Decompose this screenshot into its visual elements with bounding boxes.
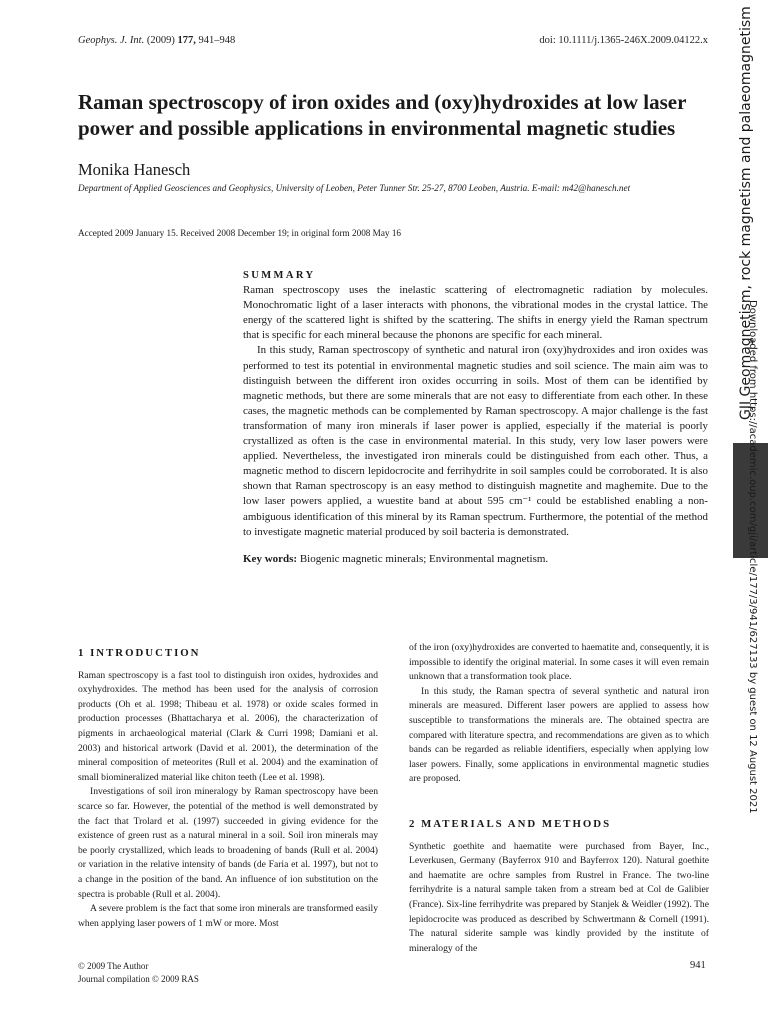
journal-pages: 941–948 xyxy=(198,35,236,46)
download-watermark-text: Downloaded from https://academic.oup.com/gji/article/177/3/941/627133 by guest on 12 August 2021 xyxy=(747,300,758,814)
page-number: 941 xyxy=(690,960,706,971)
keywords-text: Biogenic magnetic minerals; Environmental magnetism. xyxy=(299,552,549,565)
methods-paragraph-1: Synthetic goethite and haematite were purchased from Bayer, Inc., Leverkusen, Germany (Bayferrox 910 and Bayferrox 120). Natural goethite and haematite are ochre samples from Rustrel in France. The two-line ferrihydrite is a natural sample taken from a stream bed at Col de Galibier (France). Six-line ferrihydrite was prepared by Stanjek & Weidler (1992). The lepidocrocite was produced as described by Schwertmann & Cornell (1991). The natural siderite sample was kindly provided by the institute of mineralogy of the xyxy=(409,840,709,954)
methods-heading: 2 MATERIALS AND METHODS xyxy=(409,817,612,830)
intro-continuation-paragraph: of the iron (oxy)hydroxides are converted to haematite and, consequently, it is impossible to identify the original material. In some cases it will even remain unknown that a transformation took place. xyxy=(409,642,709,683)
running-header-citation xyxy=(78,35,235,46)
journal-name: Geophys. J. Int. xyxy=(78,35,145,46)
journal-compilation-line: Journal compilation © 2009 RAS xyxy=(78,974,199,984)
copyright-line: © 2009 The Author xyxy=(78,961,149,971)
summary-heading: SUMMARY xyxy=(243,270,316,281)
submission-dates: Accepted 2009 January 15. Received 2008 December 19; in original form 2008 May 16 xyxy=(78,228,402,238)
keywords-line xyxy=(243,552,708,567)
intro-paragraph-2: Investigations of soil iron mineralogy by Raman spectroscopy have been scarce so far. However, the potential of the method is well demonstrated by the fact that Trolard et al. (1997) succeeded in giving evidence for the existence of green rust as a natural mineral in a soil. Soil iron minerals may be poorly crystallized, which leads to broadening of bands (Rull et al. 2004) or variation in the relative intensity of bands (de Faria et al. 1997), but not to a change in the position of the band. An influence of ion substitution on the spectra is probable (Rull et al. 2004). xyxy=(78,786,378,900)
intro-paragraph-3: A severe problem is the fact that some iron minerals are transformed easily when applying laser powers of 1 mW or more. Most xyxy=(78,903,378,929)
summary-paragraph-2: In this study, Raman spectroscopy of synthetic and natural iron (oxy)hydroxides and iron oxides was performed to test its potential in environmental magnetic studies and soil science. The main aim was to distinguish between the different iron oxides occurring in soils. Most of them can be identified by magnetic methods, but there are some minerals that are not easy to differentiate from each other. In these cases, the magnetic methods can be complemented by Raman spectroscopy. A major challenge is the fast transformation of many iron minerals if laser power is applied, especially if the material is poorly crystallized as often is the case in environmental material. In this study, very low laser powers were applied. Nevertheless, the investigated iron minerals could be distinguished from each other. Thus, a magnetic method to discern lepidocrocite and ferrihydrite in soil samples could be corroborated. It is also shown that Raman spectroscopy is an easy method to distinguish magnetite and maghemite. Due to the low laser powers applied, a wuestite band at about 595 cm⁻¹ could be established enabling a non-ambiguous identification of this mineral by its Raman spectrum. Furthermore, the potential of the method to investigate magnetic material produced by soil bacteria is demonstrated. xyxy=(243,344,708,538)
section-sidebar-title-text: GJI Geomagnetism, rock magnetism and palaeomagnetism xyxy=(738,6,754,420)
abstract-block xyxy=(243,268,708,567)
keywords-label: Key words: xyxy=(243,552,298,565)
author-affiliation: Department of Applied Geosciences and Geophysics, University of Leoben, Peter Tunner Str. 25-27, 8700 Leoben, Austria. E-mail: m42@hanesch.net xyxy=(78,183,631,193)
summary-paragraph-1: Raman spectroscopy uses the inelastic scattering of electromagnetic radiation by molecules. Monochromatic light of a laser interacts with phonons, the vibrational modes in the crystal lattice. The energy of the scattered light is shifted by the scattering. The shifts in energy yield the Raman spectrum that is specific for each mineral because the phonons are specific for each mineral. xyxy=(243,284,708,342)
intro-paragraph-4: In this study, the Raman spectra of several synthetic and natural iron minerals are measured. Different laser powers are applied to assess how susceptible to transformations the minerals are. The obtained spectra are compared with literature spectra, and recommendations are given as to which bands can be regarded as reliable identifiers, especially when applying low laser powers. Finally, some applications in environmental magnetic studies are proposed. xyxy=(409,685,709,785)
left-column xyxy=(78,646,378,931)
introduction-heading: 1 INTRODUCTION xyxy=(78,647,201,659)
paper-title: Raman spectroscopy of iron oxides and (oxy)hydroxides at low laser power and possible applications in environmental magnetic studies xyxy=(78,90,687,140)
copyright-footer xyxy=(78,960,199,986)
author-name: Monika Hanesch xyxy=(78,160,191,179)
doi-link[interactable]: doi: 10.1111/j.1365-246X.2009.04122.x xyxy=(539,35,708,46)
right-column xyxy=(409,641,709,956)
journal-volume: 177, xyxy=(177,35,196,46)
journal-year: (2009) xyxy=(146,35,175,46)
intro-paragraph-1: Raman spectroscopy is a fast tool to distinguish iron oxides, hydroxides and oxyhydroxides. The method has been used for the analysis of corrosion products (Oh et al. 1998; Thibeau et al. 1978) or oxide scales formed in production processes (Bhattacharya et al. 2006), the characterization of pigments in archaeological material (Clark & Curri 1998; Damiani et al. 2003) and historical artwork (David et al. 2001), the determination of the mineral composition of meteorites (Rull et al. 2004) and the examination of small biomineralized material like chiton teeth (Lee et al. 1998). xyxy=(78,669,378,783)
